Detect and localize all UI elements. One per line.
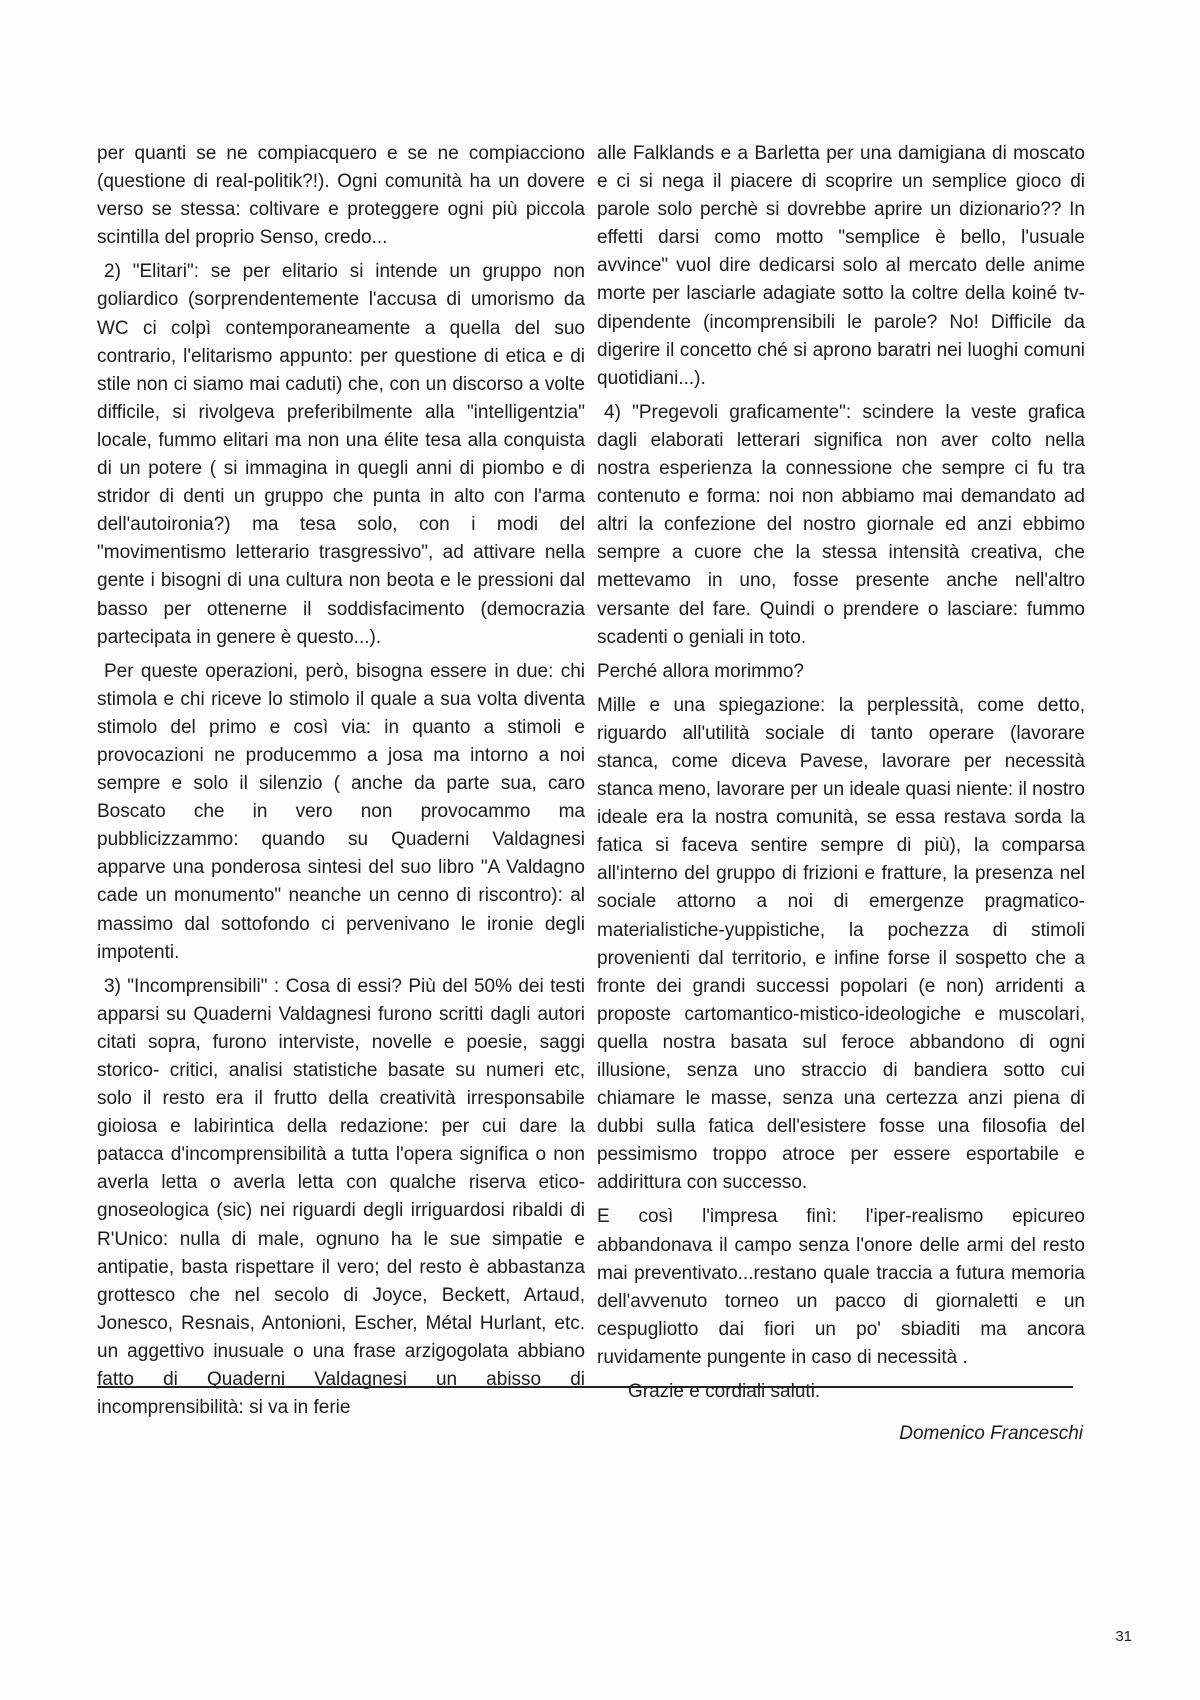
paragraph-left-4: 3) "Incomprensibili" : Cosa di essi? Più del 50% dei testi apparsi su Quaderni Valdagnesi furono scritti dagli autori citati sopra, furono interviste, novelle e poesie, saggi storico- critici, analisi statistiche basate su numeri etc, solo il resto era il frutto della creatività irresponsabile gioiosa e labirintica della redazione: per cui dare la patacca d'incomprensibilità a tutta l'opera significa o non averla letta o averla letta con qualche riserva etico-gnoseologica (sic) nei riguardi degli irriguardosi ribaldi di R'Unico: nulla di male, ognuno ha le sue simpatie e antipatie, basta rispettare il vero; del resto è abbastanza grottesco che nel secolo di Joyce, Beckett, Artaud, Jonesco, Resnais, Antonioni, Escher, Métal Hurlant, etc. un aggettivo inusuale o una frase arzigogolata abbiano fatto di Quaderni Valdagnesi un abisso di incomprensibilità: si va in ferie: [97, 975, 585, 1419]
paragraph-right-2: 4) "Pregevoli graficamente": scindere la veste grafica dagli elaborati letterari significa non aver colto nella nostra esperienza la connessione che sempre ci fu tra contenuto e forma: noi non abbiamo mai demandato ad altri la confezione del nostro giornale ed anzi ebbimo sempre a cuore che la stessa intensità creativa, che mettevamo in uno, fosse presente anche nell'altro versante del fare. Quindi o prendere o lasciare: fummo scadenti o geniali in toto.: [597, 401, 1085, 648]
paragraph-left-3: Per queste operazioni, però, bisogna essere in due: chi stimola e chi riceve lo stimolo il quale a sua volta diventa stimolo del primo e così via: in quanto a stimoli e provocazioni ne producemmo a josa ma intorno a noi sempre e solo il silenzio ( anche da parte sua, caro Boscato che in vero non provocammo ma pubblicizzammo: quando su Quaderni Valdagnesi apparve una ponderosa sintesi del suo libro "A Valdagno cade un monumento" neanche un cenno di riscontro): al massimo dal sottofondo ci pervenivano le ironie degli impotenti.: [97, 660, 585, 963]
paragraph-right-3: Perché allora morimmo?: [597, 660, 804, 682]
right-text-column: [597, 140, 1085, 1454]
paragraph-right-1: alle Falklands e a Barletta per una damigiana di moscato e ci si nega il piacere di scoprire un semplice gioco di parole solo perchè si dovrebbe aprire un dizionario?? In effetti darsi como motto "semplice è bello, l'usuale avvince" vuol dire dedicarsi solo al mercato delle anime morte per lasciarle adagiate sotto la coltre della koiné tv-dipendente (incomprensibili le parole? No! Difficile da digerire il concetto ché si aprono baratri nei luoghi comuni quotidiani...).: [597, 143, 1085, 389]
paragraph-left-1: per quanti se ne compiacquero e se ne compiacciono (questione di real-politik?!). Ogni comunità ha un dovere verso se stessa: coltivare e proteggere ogni più piccola scintilla del proprio Senso, credo...: [97, 143, 585, 249]
closing-greeting: Grazie e cordiali saluti.: [628, 1381, 821, 1403]
left-text-column: [97, 140, 585, 1428]
author-signature: Domenico Franceschi: [899, 1423, 1083, 1445]
paragraph-right-5: E così l'impresa finì: l'iper-realismo epicureo abbandonava il campo senza l'onore delle armi del resto mai preventivato...restano quale traccia a futura memoria dell'avvenuto torneo un pacco di giornaletti e un cespugliotto dai fiori un po' sbiaditi ma ancora ruvidamente pungente in caso di necessità .: [597, 1206, 1085, 1368]
horizontal-rule: [97, 1386, 1073, 1388]
page-number: 31: [1115, 1628, 1132, 1645]
paragraph-right-4: Mille e una spiegazione: la perplessità, come detto, riguardo all'utilità sociale di tanto operare (lavorare stanca, come diceva Pavese, lavorare per necessità stanca meno, lavorare per un ideale quasi niente: il nostro ideale era la nostra comunità, se essa restava sorda la fatica si faceva sentire sempre di più), la comparsa all'interno del gruppo di frizioni e fratture, la presenza nel sociale attorno a noi di emergenze pragmatico-materialistiche-yuppistiche, la pochezza di stimoli provenienti dal territorio, e infine forse il sospetto che a fronte dei grandi successi popolari (e non) arridenti a proposte cartomantico-mistico-ideologiche e muscolari, quella nostra basata sul feroce abbandono di ogni illusione, senza uno straccio di bandiera sotto cui chiamare le masse, senza una certezza anzi piena di dubbi sulla fatica dell'esistere fosse una filosofia del pessimismo troppo atroce per essere esportabile e addirittura con successo.: [597, 694, 1085, 1194]
paragraph-left-2: 2) "Elitari": se per elitario si intende un gruppo non goliardico (sorprendentemente l'accusa di umorismo da WC ci colpì contemporaneamente a quella del suo contrario, l'elitarismo appunto: per questione di etica e di stile non ci siamo mai caduti) che, con un discorso a volte difficile, si rivolgeva preferibilmente alla "intelligentzia" locale, fummo elitari ma non una élite tesa alla conquista di un potere ( si immagina in quegli anni di piombo e di stridor di denti un gruppo che punta in alto con l'arma dell'autoironia?) ma tesa solo, con i modi del "movimentismo letterario trasgressivo", ad attivare nella gente i bisogni di una cultura non beota e le pressioni dal basso per ottenerne il soddisfacimento (democrazia partecipata in genere è questo...).: [97, 261, 585, 648]
